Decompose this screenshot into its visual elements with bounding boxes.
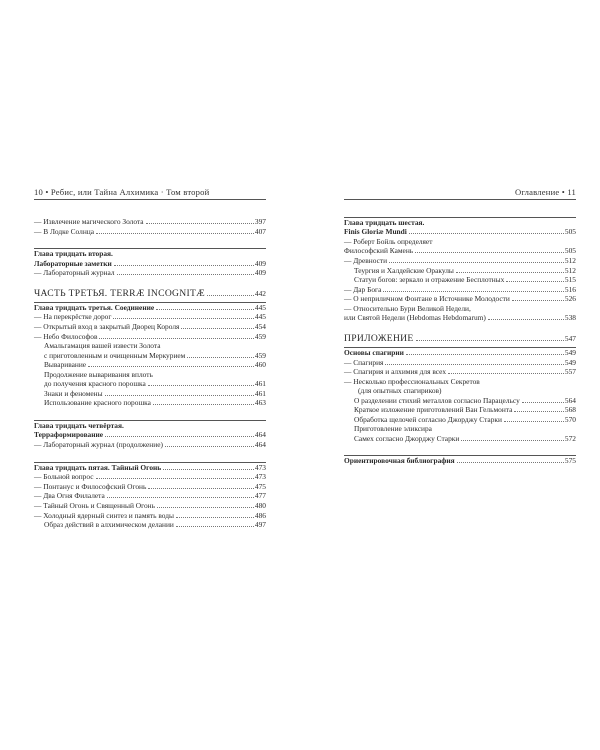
dot-leader xyxy=(117,274,254,275)
toc-entry-line: Приготовление эликсира xyxy=(354,424,432,434)
toc-entry[interactable] xyxy=(34,259,266,269)
toc-entry-title: — Извлечение магического Золота xyxy=(34,217,144,226)
dot-leader xyxy=(96,233,254,234)
dot-leader xyxy=(207,295,254,296)
dot-leader xyxy=(165,446,254,447)
page-number: 477 xyxy=(254,491,266,501)
page-number: 445 xyxy=(254,312,266,322)
toc-entry-title: Обработка щелочей согласно Джорджу Старки xyxy=(354,414,502,424)
dot-leader xyxy=(514,411,563,412)
dot-leader xyxy=(146,223,254,224)
page-number: 463 xyxy=(254,398,266,408)
toc-entry-title: или Святой Недели (Hebdomas Hebdomarum) xyxy=(344,313,486,323)
toc-entry-line: — Несколько профессиональных Секретов xyxy=(344,376,480,386)
page-number: 547 xyxy=(564,333,576,343)
dot-leader xyxy=(488,319,564,320)
page-number: 460 xyxy=(254,360,266,370)
toc-entry-title: до получения красного порошка xyxy=(44,379,146,389)
dot-leader xyxy=(176,526,254,527)
page-number: 454 xyxy=(254,321,266,331)
toc-entry-title: — Два Огня Филалета xyxy=(34,491,105,501)
page-number: 575 xyxy=(564,456,576,466)
toc-entry-title: — В Лодке Солнца xyxy=(34,226,95,236)
dot-leader xyxy=(416,340,564,341)
running-header-right: Оглавление • 11 xyxy=(344,186,576,200)
left-page xyxy=(34,186,266,530)
toc-entry-title: ПРИЛОЖЕНИЕ xyxy=(344,332,414,344)
toc-entry[interactable] xyxy=(34,501,266,511)
dot-leader xyxy=(88,366,254,367)
running-header-left: 10 • Ребис, или Тайна Алхимика · Том второй xyxy=(34,186,266,200)
toc-entry-title: — Спагирия xyxy=(344,357,384,367)
dot-leader xyxy=(105,436,254,437)
toc-entry-title: ЧАСТЬ ТРЕТЬЯ. TERRÆ INCOGNITÆ xyxy=(34,287,206,299)
toc-entry-title: — О неприличном Фонтане в Источнике Молодости xyxy=(344,294,510,304)
toc-entry[interactable] xyxy=(34,463,266,473)
page-number: 549 xyxy=(564,347,576,357)
toc-entry[interactable] xyxy=(344,266,576,276)
toc-entry-title: Глава тридцать третья. Соединение xyxy=(34,302,155,312)
toc-entry[interactable] xyxy=(344,333,576,345)
toc-entry-title: Finis Gloriæ Mundi xyxy=(344,227,407,237)
page-number: 505 xyxy=(564,227,576,237)
spacer xyxy=(34,408,266,418)
toc-entry-title: — Небо Философов xyxy=(34,331,98,341)
toc-entry[interactable] xyxy=(344,285,576,295)
dot-leader xyxy=(113,318,254,319)
toc-entry[interactable] xyxy=(34,303,266,313)
toc-entry[interactable] xyxy=(34,491,266,501)
toc-entry[interactable] xyxy=(344,246,576,256)
page-number: 445 xyxy=(254,302,266,312)
toc-entry-title: с приготовленным и очищенным Меркурием xyxy=(44,350,186,360)
dot-leader xyxy=(448,373,564,374)
page-number: 459 xyxy=(254,331,266,341)
dot-leader xyxy=(156,309,254,310)
page-number: 409 xyxy=(254,268,266,278)
toc-entry-title: — Дар Бога xyxy=(344,284,382,294)
toc-entry-title: — Лабораторный журнал (продолжение) xyxy=(34,439,163,449)
page-number: 516 xyxy=(564,284,576,294)
toc-entry-title: Теургия и Халдейские Оракулы xyxy=(354,265,454,275)
toc-entry-title: Статуи богов: зеркало и отражение Бесплотных xyxy=(354,275,505,285)
toc-entry-title: — Понтанус и Философский Огонь xyxy=(34,481,147,491)
dot-leader xyxy=(504,421,564,422)
page-number: 473 xyxy=(254,462,266,472)
page-number: 442 xyxy=(254,288,266,298)
page-number: 570 xyxy=(564,414,576,424)
toc-entry-title: Знаки и феномены xyxy=(44,388,103,398)
page-number: 409 xyxy=(254,258,266,268)
page-number: 572 xyxy=(564,433,576,443)
toc-entry-title: Философский Камень xyxy=(344,246,414,256)
dot-leader xyxy=(385,364,563,365)
toc-entry-title: — Древности xyxy=(344,256,388,265)
dot-leader xyxy=(181,328,253,329)
dot-leader xyxy=(148,488,254,489)
dot-leader xyxy=(406,354,564,355)
toc-entry-title: Лабораторные заметки xyxy=(34,258,112,268)
toc-entry-title: Образ действий в алхимическом делании xyxy=(44,520,174,530)
toc-entry-title: Самех согласно Джорджу Старки xyxy=(354,433,460,443)
toc-entry-title: Терраформирование xyxy=(34,430,104,440)
dot-leader xyxy=(409,233,564,234)
toc-entry[interactable] xyxy=(34,288,266,300)
spacer xyxy=(344,323,576,333)
page-number: 557 xyxy=(564,367,576,377)
page-number: 538 xyxy=(564,313,576,323)
toc-entry[interactable] xyxy=(34,379,266,389)
dot-leader xyxy=(522,402,564,403)
toc-entry-line: (для опытных спагириков) xyxy=(358,386,442,396)
toc-entry-line: Глава тридцать шестая. xyxy=(344,218,425,227)
toc-entry[interactable] xyxy=(34,430,266,440)
dot-leader xyxy=(176,517,254,518)
dot-leader xyxy=(99,338,253,339)
dot-leader xyxy=(107,497,254,498)
page-number: 475 xyxy=(254,481,266,491)
toc-entry-title: — Больной вопрос xyxy=(34,472,94,482)
spacer xyxy=(344,443,576,453)
toc-entry-title: — На перекрёстке дорог xyxy=(34,312,112,322)
dot-leader xyxy=(456,272,564,273)
toc-entry[interactable] xyxy=(34,217,266,227)
toc-entry[interactable] xyxy=(344,367,576,377)
toc-entry-title: Глава тридцать пятая. Тайный Огонь xyxy=(34,462,162,472)
toc-entry-title: Использование красного порошка xyxy=(44,398,151,408)
toc-entry[interactable] xyxy=(344,396,576,406)
toc-entry[interactable] xyxy=(344,405,576,415)
toc-entry[interactable] xyxy=(344,456,576,466)
toc-entry[interactable] xyxy=(344,256,576,266)
page-number: 464 xyxy=(254,439,266,449)
toc-entry-line: — Роберт Бойль определяет xyxy=(344,237,433,246)
page-number: 397 xyxy=(254,217,266,226)
toc-entry[interactable] xyxy=(34,351,266,361)
toc-entry-title: — Открытый вход в закрытый Дворец Короля xyxy=(34,321,180,331)
toc-entry-line: Продолжение вываривания вплоть xyxy=(44,369,153,379)
toc-entry-title: Основы спагирии xyxy=(344,347,404,357)
right-page xyxy=(344,186,576,466)
page-number: 568 xyxy=(564,405,576,415)
page-number: 515 xyxy=(564,275,576,285)
dot-leader xyxy=(105,395,254,396)
page-number: 512 xyxy=(564,265,576,275)
toc-entry[interactable] xyxy=(34,472,266,482)
toc-entry[interactable] xyxy=(344,227,576,237)
dot-leader xyxy=(157,507,254,508)
toc-entry[interactable] xyxy=(34,268,266,278)
toc-entry[interactable] xyxy=(344,313,576,323)
dot-leader xyxy=(383,291,564,292)
toc-entry[interactable] xyxy=(34,511,266,521)
toc-entry[interactable] xyxy=(34,227,266,237)
dot-leader xyxy=(153,404,254,405)
spacer xyxy=(34,236,266,246)
dot-leader xyxy=(415,252,564,253)
toc-entry[interactable] xyxy=(34,360,266,370)
page-number: 549 xyxy=(564,357,576,367)
page-number: 461 xyxy=(254,388,266,398)
toc-entry[interactable] xyxy=(34,482,266,492)
toc-entry-title: — Спагирия и алхимия для всех xyxy=(344,367,447,377)
page-number: 461 xyxy=(254,379,266,389)
page-number: 486 xyxy=(254,510,266,520)
toc-entry[interactable] xyxy=(344,348,576,358)
toc-entry[interactable] xyxy=(34,332,266,342)
page-number: 512 xyxy=(564,256,576,265)
dot-leader xyxy=(96,478,254,479)
spacer xyxy=(34,278,266,288)
toc-entry[interactable] xyxy=(34,398,266,408)
toc-entry[interactable] xyxy=(344,415,576,425)
page-number: 526 xyxy=(564,294,576,304)
dot-leader xyxy=(148,385,254,386)
toc-entry[interactable] xyxy=(344,294,576,304)
toc-right xyxy=(344,217,576,466)
toc-entry-line: — Относительно Бури Великой Недели, xyxy=(344,303,471,313)
toc-entry-title: Краткое изложение приготовлений Ван Гельмонта xyxy=(354,405,513,415)
toc-entry[interactable] xyxy=(34,322,266,332)
toc-entry[interactable] xyxy=(34,389,266,399)
toc-entry[interactable] xyxy=(344,434,576,444)
dot-leader xyxy=(506,281,564,282)
page-number: 473 xyxy=(254,472,266,482)
dot-leader xyxy=(187,357,254,358)
toc-entry[interactable] xyxy=(34,312,266,322)
dot-leader xyxy=(512,300,564,301)
dot-leader xyxy=(114,265,254,266)
toc-entry[interactable] xyxy=(34,520,266,530)
toc-entry-title: Вываривание xyxy=(44,360,87,370)
dot-leader xyxy=(457,462,564,463)
toc-entry-title: — Лабораторный журнал xyxy=(34,268,115,278)
toc-entry-title: О разделении стихий металлов согласно Парацельсу xyxy=(354,395,520,405)
page-number: 505 xyxy=(564,246,576,256)
toc-entry-title: — Холодный ядерный синтез и память воды xyxy=(34,510,174,520)
page-number: 497 xyxy=(254,520,266,530)
dot-leader xyxy=(163,469,254,470)
toc-entry[interactable] xyxy=(344,358,576,368)
dot-leader xyxy=(389,262,564,263)
page-number: 407 xyxy=(254,226,266,236)
toc-entry[interactable] xyxy=(34,440,266,450)
page-number: 464 xyxy=(254,430,266,440)
toc-entry-line: Амальгамация вашей извести Золота xyxy=(44,341,161,351)
toc-entry-title: Ориентировочная библиография xyxy=(344,456,455,466)
toc-entry-title: — Тайный Огонь и Священный Огонь xyxy=(34,500,155,510)
spacer xyxy=(34,450,266,460)
toc-left xyxy=(34,217,266,530)
dot-leader xyxy=(461,440,564,441)
page-number: 459 xyxy=(254,350,266,360)
toc-entry-line: Глава тридцать четвёртая. xyxy=(34,420,124,430)
page-number: 564 xyxy=(564,395,576,405)
toc-entry[interactable] xyxy=(344,275,576,285)
page-number: 480 xyxy=(254,500,266,510)
toc-entry-line: Глава тридцать вторая. xyxy=(34,249,113,259)
